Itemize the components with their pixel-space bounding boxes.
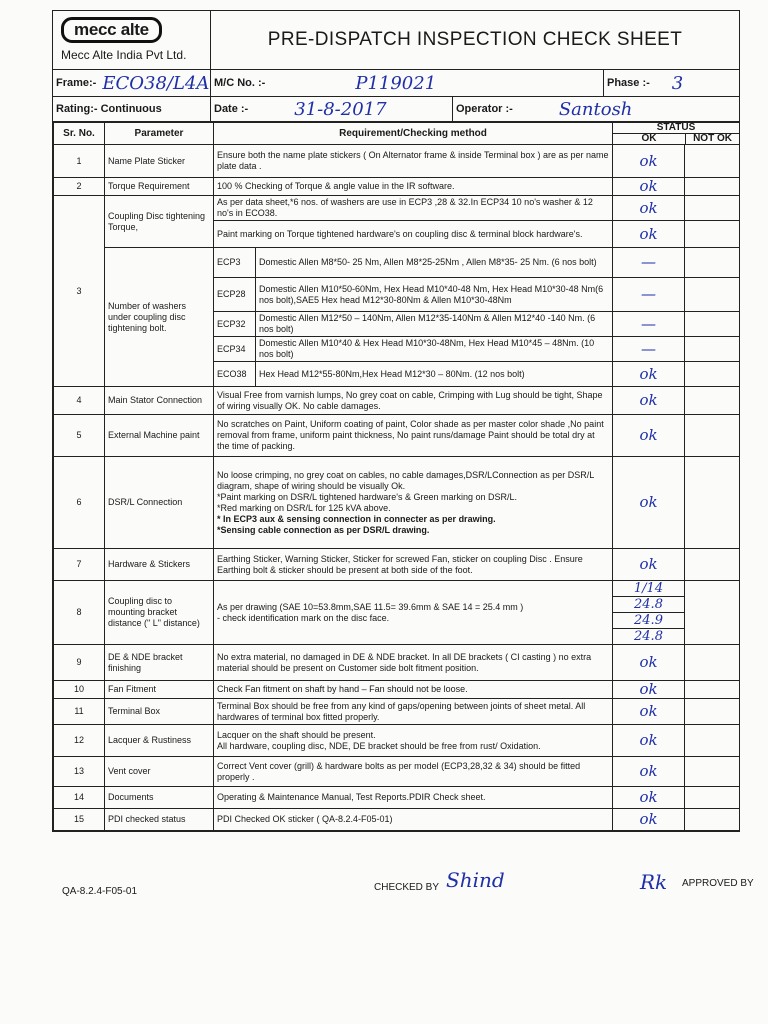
checked-signature: Shind [446,868,505,892]
row-req: Earthing Sticker, Warning Sticker, Sticker for screwed Fan, sticker on coupling Disc . Ensure Earthing bolt & sticker should be present at both side of the foot. [214,549,613,581]
date-value: 31-8-2017 [294,98,387,120]
row-req [214,725,613,757]
row-notok [685,699,740,725]
row-param: Vent cover [105,757,214,787]
table-row [54,681,740,699]
mc-cell [211,70,604,96]
row-param: Coupling disc to mounting bracket distance (" L" distance) [105,581,214,645]
row-param: DSR/L Connection [105,457,214,549]
row-req: PDI Checked OK sticker ( QA-8.2.4-F05-01) [214,809,613,831]
l-value: 24.8 [613,597,684,613]
row-ok: ok [613,457,685,549]
row-ok: ok [613,681,685,699]
model-label: ECP28 [214,278,256,312]
row-param: Number of washers under coupling disc tightening bolt. [105,248,214,387]
row-req: Domestic Allen M10*40 & Hex Head M10*30-48Nm, Hex Head M10*45 – 48Nm. (10 nos bolt) [256,337,613,362]
table-row [54,549,740,581]
table-row [54,457,740,549]
req-line: *Red marking on DSR/L for 125 kVA above. [217,502,391,513]
row-sr: 7 [54,549,105,581]
rating-cell [53,97,211,121]
row-notok [685,178,740,196]
approved-signature: Rk [640,870,668,894]
row-notok [685,196,740,221]
l-distance-values [613,581,685,645]
frame-label: Frame:- [56,77,97,89]
row-ok: ok [613,699,685,725]
row-ok: ok [613,757,685,787]
row-notok [685,809,740,831]
row-ok: ok [613,645,685,681]
row-notok [685,581,740,645]
row-ok: ok [613,809,685,831]
table-row [54,196,740,221]
row-sr: 1 [54,145,105,178]
row-param: DE & NDE bracket finishing [105,645,214,681]
company-name: Mecc Alte India Pvt Ltd. [61,48,187,62]
table-row [54,178,740,196]
row-param: PDI checked status [105,809,214,831]
table-row [54,581,740,645]
table-row [54,387,740,415]
row-sr: 12 [54,725,105,757]
inspection-sheet [52,10,740,832]
row-req: 100 % Checking of Torque & angle value in the IR software. [214,178,613,196]
row-ok: ok [613,787,685,809]
row-notok [685,248,740,278]
row-notok [685,362,740,387]
model-label: ECP32 [214,312,256,337]
mc-label: M/C No. :- [214,77,266,89]
row-req: No extra material, no damaged in DE & NDE bracket. In all DE brackets ( CI casting ) no extra material should be present on Customer side bolt fitment position. [214,645,613,681]
row-ok: — [613,278,685,312]
row-sr: 5 [54,415,105,457]
row-sr: 15 [54,809,105,831]
status-heading: STATUS [613,123,739,134]
row-notok [685,145,740,178]
req-line: Lacquer on the shaft should be present. [217,729,376,740]
row-sr: 6 [54,457,105,549]
model-label: ECO38 [214,362,256,387]
row-ok: ok [613,549,685,581]
req-line: - check identification mark on the disc face. [217,612,390,623]
row-notok [685,278,740,312]
row-ok: ok [613,178,685,196]
header-row [54,123,740,145]
row-ok: — [613,312,685,337]
row-param: Main Stator Connection [105,387,214,415]
row-notok [685,725,740,757]
row-ok: — [613,337,685,362]
row-req: Hex Head M12*55-80Nm,Hex Head M12*30 – 80Nm. (12 nos bolt) [256,362,613,387]
col-ok: OK [613,134,686,144]
row-ok: ok [613,415,685,457]
row-req: Terminal Box should be free from any kind of gaps/opening between joints of sheet metal. All hardwares of terminal box fitted properly. [214,699,613,725]
checked-by-label: CHECKED BY [374,882,440,893]
table-row [54,725,740,757]
row-sr: 11 [54,699,105,725]
req-line: All hardware, coupling disc, NDE, DE bracket should be free from rust/ Oxidation. [217,740,541,751]
req-line: * In ECP3 aux & sensing connection in connecter as per drawing. [217,513,496,524]
date-cell [211,97,453,121]
mc-value: P119021 [355,72,437,94]
operator-cell [453,97,739,121]
row-param: Fan Fitment [105,681,214,699]
row-req: Correct Vent cover (grill) & hardware bolts as per model (ECP3,28,32 & 34) should be fitted properly . [214,757,613,787]
form-code: QA-8.2.4-F05-01 [62,886,138,897]
model-label: ECP34 [214,337,256,362]
row-req: Paint marking on Torque tightened hardware's on coupling disc & terminal block hardware's. [214,221,613,248]
row-ok: ok [613,725,685,757]
row-req: Domestic Allen M8*50- 25 Nm, Allen M8*25-25Nm , Allen M8*35- 25 Nm. (6 nos bolt) [256,248,613,278]
row-req: No scratches on Paint, Uniform coating of paint, Color shade as per master color shade ,No paint removal from frame, uniform paint thickness, No paint runs/damage Paint should be total dry at the time of packing. [214,415,613,457]
row-notok [685,312,740,337]
req-line: No loose crimping, no grey coat on cables, no cable damages,DSR/LConnection as per DSR/L diagram, shape of wiring should be visually Ok. [217,469,594,491]
row-req [214,457,613,549]
row-param: Documents [105,787,214,809]
phase-value: 3 [671,72,684,94]
row-param: Name Plate Sticker [105,145,214,178]
date-label: Date :- [214,103,249,115]
logo-box [53,11,211,69]
col-notok: NOT OK [693,133,732,144]
row-notok [685,549,740,581]
row-notok [685,221,740,248]
company-logo: mecc alte [61,17,162,43]
col-req: Requirement/Checking method [214,123,613,145]
row-notok [685,387,740,415]
checklist-table [53,122,740,831]
row-req [214,581,613,645]
row-sr: 10 [54,681,105,699]
operator-label: Operator :- [456,103,513,115]
row-param: Hardware & Stickers [105,549,214,581]
l-value: 1/14 [613,581,684,597]
phase-label: Phase :- [607,77,650,89]
model-label: ECP3 [214,248,256,278]
row-sr: 13 [54,757,105,787]
row-ok: ok [613,221,685,248]
row-sr: 8 [54,581,105,645]
row-sr: 14 [54,787,105,809]
rating-label: Rating:- Continuous [56,103,162,115]
col-param: Parameter [105,123,214,145]
row-req: Domestic Allen M12*50 – 140Nm, Allen M12*35-140Nm & Allen M12*40 -140 Nm. (6 nos bolt) [256,312,613,337]
row-ok: ok [613,362,685,387]
info-row-2 [53,97,739,122]
operator-value: Santosh [558,98,633,120]
frame-value: ECO38/L4A [102,72,210,94]
table-row [54,809,740,831]
req-line: *Paint marking on DSR/L tightened hardware's & Green marking on DSR/L. [217,491,518,502]
col-sr: Sr. No. [54,123,105,145]
row-req: Domestic Allen M10*50-60Nm, Hex Head M10*40-48 Nm, Hex Head M10*30-48 Nm(6 nos bolt),SAE5 Hex head M12*30-80Nm & Allen M10*30-48Nm [256,278,613,312]
status-subcols [613,134,739,144]
row-ok: ok [613,145,685,178]
table-row [54,699,740,725]
phase-cell [604,70,739,96]
row-param: Coupling Disc tightening Torque, [105,196,214,248]
row-notok [685,645,740,681]
req-line: *Sensing cable connection as per DSR/L drawing. [217,524,430,535]
row-notok [685,681,740,699]
table-row [54,248,740,278]
row-sr: 2 [54,178,105,196]
row-param: Terminal Box [105,699,214,725]
sheet-title: PRE-DISPATCH INSPECTION CHECK SHEET [267,29,683,50]
row-req: Check Fan fitment on shaft by hand – Fan should not be loose. [214,681,613,699]
table-row [54,645,740,681]
table-row [54,415,740,457]
info-row-1 [53,70,739,97]
row-ok: ok [613,196,685,221]
row-notok [685,337,740,362]
l-value: 24.8 [634,629,663,644]
approved-by-label: APPROVED BY [682,878,754,889]
row-req: Ensure both the name plate stickers ( On Alternator frame & inside Terminal box ) are as per name plate data . [214,145,613,178]
row-param: Torque Requirement [105,178,214,196]
col-status [613,123,740,145]
row-param: External Machine paint [105,415,214,457]
row-req: Operating & Maintenance Manual, Test Reports.PDIR Check sheet. [214,787,613,809]
row-param: Lacquer & Rustiness [105,725,214,757]
row-notok [685,457,740,549]
row-ok: — [613,248,685,278]
row-notok [685,757,740,787]
table-row [54,787,740,809]
sheet-header [53,11,739,70]
row-notok [685,787,740,809]
req-line: As per drawing (SAE 10=53.8mm,SAE 11.5= 39.6mm & SAE 14 = 25.4 mm ) [217,601,524,612]
row-sr: 4 [54,387,105,415]
l-value: 24.9 [613,613,684,629]
row-ok: ok [613,387,685,415]
frame-cell [53,70,211,96]
table-row [54,757,740,787]
row-notok [685,415,740,457]
row-sr: 9 [54,645,105,681]
row-req: Visual Free from varnish lumps, No grey coat on cable, Crimping with Lug should be tight, Shape of wiring visually OK. No cable damages. [214,387,613,415]
row-req: As per data sheet,*6 nos. of washers are use in ECP3 ,28 & 32.In ECP34 10 no's washer & 12 no's in ECO38. [214,196,613,221]
table-row [54,145,740,178]
row-sr: 3 [54,196,105,387]
